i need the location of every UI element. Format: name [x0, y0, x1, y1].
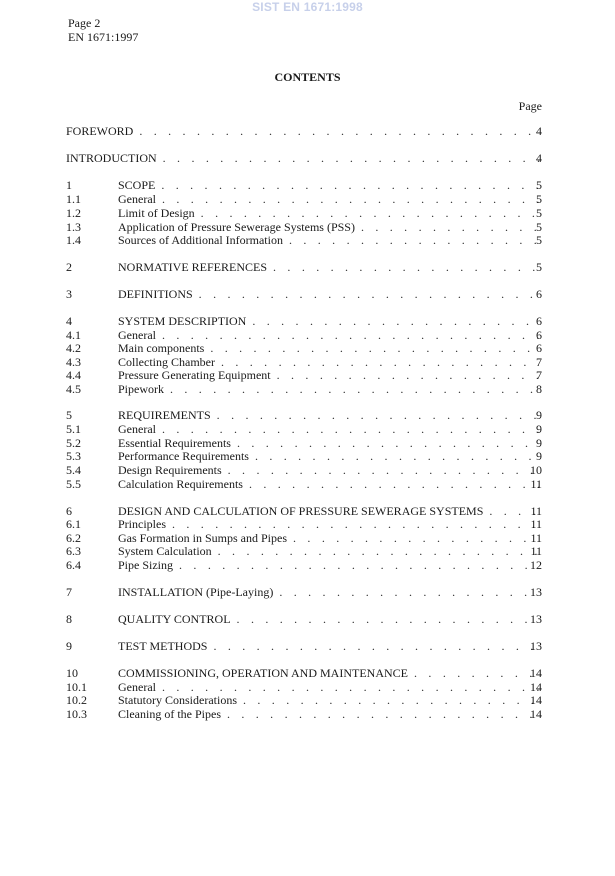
toc-dot-leader: [227, 707, 539, 721]
toc-entry-title: Collecting Chamber: [118, 355, 215, 369]
toc-dot-leader: [279, 585, 539, 599]
toc-dot-leader: [243, 693, 539, 707]
toc-dot-leader: [277, 368, 539, 382]
toc-entry: [0, 666, 615, 680]
toc-entry-number: 1: [66, 178, 72, 192]
toc-entry: [0, 260, 615, 274]
toc-entry-number: 10.3: [66, 707, 87, 721]
toc-entry-number: 4.5: [66, 382, 81, 396]
toc-entry-line: [118, 408, 539, 422]
toc-entry-line: [118, 422, 539, 436]
contents-title: CONTENTS: [274, 70, 341, 84]
toc-entry-title: Application of Pressure Sewerage Systems (PSS): [118, 220, 355, 234]
toc-dot-leader: [218, 544, 539, 558]
toc-entry-title: Performance Requirements: [118, 449, 249, 463]
toc-entry-page: 4: [536, 151, 542, 165]
toc-entry-page: 6: [536, 314, 542, 328]
toc-entry-page: 5: [536, 260, 542, 274]
toc-entry-number: 4.4: [66, 368, 81, 382]
toc-entry-line: [118, 477, 539, 491]
toc-entry-number: 5.1: [66, 422, 81, 436]
toc-entry: [0, 436, 615, 450]
toc-entry-line: [118, 192, 539, 206]
toc-entry-number: 9: [66, 639, 72, 653]
toc-dot-leader: [162, 422, 539, 436]
toc-entry-line: [118, 341, 539, 355]
toc-entry-line: [118, 558, 539, 572]
toc-dot-leader: [213, 639, 539, 653]
toc-entry: [0, 206, 615, 220]
toc-dot-leader: [210, 341, 539, 355]
toc-entry-page: 9: [536, 408, 542, 422]
toc-entry-page: 14: [530, 707, 542, 721]
toc-dot-leader: [199, 287, 539, 301]
toc-entry-title: NORMATIVE REFERENCES: [118, 260, 268, 274]
toc-dot-leader: [249, 477, 539, 491]
toc-entry-line: [118, 707, 539, 721]
toc-entry-title: COMMISSIONING, OPERATION AND MAINTENANCE: [118, 666, 409, 680]
toc-entry-number: 10.1: [66, 680, 87, 694]
toc-entry-line: [118, 382, 539, 396]
toc-entry-page: 13: [530, 639, 542, 653]
toc-dot-leader: [163, 151, 539, 165]
toc-dot-leader: [237, 436, 539, 450]
watermark: SIST EN 1671:1998: [252, 0, 363, 14]
toc-entry-number: 4.3: [66, 355, 81, 369]
toc-entry-line: [118, 531, 539, 545]
toc-entry-page: 9: [536, 436, 542, 450]
toc-entry: [0, 585, 615, 599]
toc-entry-title: DEFINITIONS: [118, 287, 193, 301]
toc-entry-line: [118, 436, 539, 450]
toc-entry-title: TEST METHODS: [118, 639, 208, 653]
toc-entry-line: [66, 151, 539, 165]
toc-entry-title: Principles: [118, 517, 166, 531]
toc-entry: [0, 544, 615, 558]
toc-entry-line: [118, 328, 539, 342]
toc-entry-line: [118, 666, 539, 680]
toc-entry-page: 5: [536, 206, 542, 220]
toc-entry-line: [118, 504, 539, 518]
toc-entry-number: 5.3: [66, 449, 81, 463]
toc-entry-number: 1.3: [66, 220, 81, 234]
toc-entry-number: 6: [66, 504, 72, 518]
toc-entry: [0, 124, 615, 138]
toc-dot-leader: [162, 680, 539, 694]
toc-entry-title: Main components: [118, 341, 205, 355]
toc-entry: [0, 504, 615, 518]
toc-dot-leader: [237, 612, 539, 626]
toc-entry-title: INSTALLATION (Pipe-Laying): [118, 585, 274, 599]
toc-entry-line: [118, 544, 539, 558]
toc-entry-number: 4.1: [66, 328, 81, 342]
toc-entry-page: 12: [530, 558, 542, 572]
toc-entry-line: [118, 680, 539, 694]
toc-entry-page: 8: [536, 382, 542, 396]
toc-dot-leader: [293, 531, 539, 545]
toc-entry-number: 4.2: [66, 341, 81, 355]
toc-entry: [0, 328, 615, 342]
toc-entry-page: 11: [530, 531, 542, 545]
toc-entry-page: 5: [536, 192, 542, 206]
toc-dot-leader: [179, 558, 539, 572]
toc-entry: [0, 680, 615, 694]
toc-entry-line: [66, 124, 539, 138]
toc-entry-page: 5: [536, 178, 542, 192]
toc-entry: [0, 612, 615, 626]
toc-entry-number: 2: [66, 260, 72, 274]
toc-dot-leader: [162, 192, 539, 206]
toc-dot-leader: [139, 124, 539, 138]
toc-entry-number: 5.2: [66, 436, 81, 450]
toc-entry-page: 13: [530, 585, 542, 599]
toc-entry-title: Limit of Design: [118, 206, 195, 220]
toc-entry-page: 7: [536, 368, 542, 382]
toc-entry: [0, 463, 615, 477]
toc-entry-title: Calculation Requirements: [118, 477, 243, 491]
toc-dot-leader: [201, 206, 539, 220]
toc-entry-number: 6.1: [66, 517, 81, 531]
toc-entry-page: 11: [530, 544, 542, 558]
toc-dot-leader: [217, 408, 539, 422]
toc-entry-number: 1.1: [66, 192, 81, 206]
toc-entry-line: [118, 449, 539, 463]
toc-entry-page: 10: [530, 463, 542, 477]
toc-entry-line: [118, 463, 539, 477]
toc-entry-number: 10.2: [66, 693, 87, 707]
toc-entry-page: 6: [536, 287, 542, 301]
toc-entry-page: 11: [530, 504, 542, 518]
toc-entry-line: [118, 368, 539, 382]
toc-entry-page: 7: [536, 355, 542, 369]
toc-entry: [0, 422, 615, 436]
toc-entry: [0, 355, 615, 369]
toc-entry-title: Pipework: [118, 382, 164, 396]
toc-dot-leader: [252, 314, 539, 328]
toc-entry: [0, 233, 615, 247]
toc-entry-page: 14: [530, 693, 542, 707]
toc-entry-page: 5: [536, 233, 542, 247]
toc-entry-title: SYSTEM DESCRIPTION: [118, 314, 247, 328]
toc-entry-number: 8: [66, 612, 72, 626]
toc-entry-page: 11: [530, 517, 542, 531]
toc-entry-line: [118, 517, 539, 531]
toc-entry-page: 9: [536, 422, 542, 436]
toc-entry-page: 13: [530, 612, 542, 626]
toc-entry-line: [118, 693, 539, 707]
toc-entry-title: REQUIREMENTS: [118, 408, 211, 422]
toc-dot-leader: [361, 220, 539, 234]
toc-entry: [0, 639, 615, 653]
toc-entry-title: DESIGN AND CALCULATION OF PRESSURE SEWERAGE SYSTEMS: [118, 504, 484, 518]
toc-entry-line: [118, 260, 539, 274]
toc-entry-number: 6.3: [66, 544, 81, 558]
toc-dot-leader: [161, 178, 539, 192]
toc-entry-title: FOREWORD: [66, 124, 134, 138]
toc-entry: [0, 707, 615, 721]
toc-entry-title: Sources of Additional Information: [118, 233, 283, 247]
toc-entry-title: General: [118, 422, 156, 436]
toc-entry-title: Pressure Generating Equipment: [118, 368, 271, 382]
page-number: Page 2: [68, 16, 101, 30]
toc-entry-line: [118, 639, 539, 653]
page-column-label: Page: [518, 99, 542, 113]
toc-entry-number: 4: [66, 314, 72, 328]
toc-entry-title: System Calculation: [118, 544, 212, 558]
toc-entry-number: 1.2: [66, 206, 81, 220]
toc-entry-number: 6.2: [66, 531, 81, 545]
toc-entry-line: [118, 314, 539, 328]
toc-dot-leader: [162, 328, 539, 342]
toc-entry: [0, 693, 615, 707]
toc-entry: [0, 382, 615, 396]
toc-entry-number: 10: [66, 666, 78, 680]
toc-entry-line: [118, 206, 539, 220]
toc-entry: [0, 477, 615, 491]
toc-entry-page: 6: [536, 328, 542, 342]
toc-dot-leader: [172, 517, 539, 531]
toc-entry-number: 5.4: [66, 463, 81, 477]
toc-entry-number: 6.4: [66, 558, 81, 572]
toc-entry-title: INTRODUCTION: [66, 151, 157, 165]
toc-entry: [0, 531, 615, 545]
toc-entry-number: 5.5: [66, 477, 81, 491]
toc-entry-number: 7: [66, 585, 72, 599]
toc-entry-line: [118, 233, 539, 247]
toc-entry: [0, 517, 615, 531]
toc-entry-line: [118, 612, 539, 626]
toc-dot-leader: [221, 355, 539, 369]
toc-entry-title: General: [118, 192, 156, 206]
toc-entry-title: General: [118, 328, 156, 342]
toc-entry: [0, 220, 615, 234]
toc-entry: [0, 368, 615, 382]
toc-dot-leader: [273, 260, 539, 274]
toc-entry: [0, 314, 615, 328]
toc-entry-number: 1.4: [66, 233, 81, 247]
toc-entry-title: Statutory Considerations: [118, 693, 237, 707]
toc-entry-page: 6: [536, 341, 542, 355]
toc-entry: [0, 178, 615, 192]
toc-entry: [0, 151, 615, 165]
standard-id: EN 1671:1997: [68, 30, 139, 44]
toc-entry-page: 9: [536, 449, 542, 463]
toc-entry-page: 14: [530, 680, 542, 694]
toc-entry-title: SCOPE: [118, 178, 156, 192]
page-header: [68, 16, 138, 44]
toc-entry-line: [118, 220, 539, 234]
toc-dot-leader: [255, 449, 539, 463]
toc-entry: [0, 408, 615, 422]
toc-entry-title: Essential Requirements: [118, 436, 231, 450]
toc-entry-title: Design Requirements: [118, 463, 222, 477]
toc-entry: [0, 192, 615, 206]
toc-dot-leader: [289, 233, 539, 247]
toc-entry-title: Pipe Sizing: [118, 558, 174, 572]
toc-dot-leader: [228, 463, 539, 477]
toc-entry-number: 5: [66, 408, 72, 422]
toc-entry: [0, 449, 615, 463]
toc-entry-page: 14: [530, 666, 542, 680]
toc-entry-title: QUALITY CONTROL: [118, 612, 231, 626]
toc-entry-title: General: [118, 680, 156, 694]
toc-entry-page: 5: [536, 220, 542, 234]
toc-entry-line: [118, 178, 539, 192]
toc-entry-title: Cleaning of the Pipes: [118, 707, 221, 721]
toc-entry-number: 3: [66, 287, 72, 301]
toc-entry-line: [118, 585, 539, 599]
toc-entry-page: 11: [530, 477, 542, 491]
toc-entry-line: [118, 355, 539, 369]
toc-entry: [0, 341, 615, 355]
toc-entry: [0, 558, 615, 572]
toc-entry: [0, 287, 615, 301]
toc-entry-title: Gas Formation in Sumps and Pipes: [118, 531, 288, 545]
toc-entry-page: 4: [536, 124, 542, 138]
toc-entry-line: [118, 287, 539, 301]
toc-dot-leader: [170, 382, 539, 396]
